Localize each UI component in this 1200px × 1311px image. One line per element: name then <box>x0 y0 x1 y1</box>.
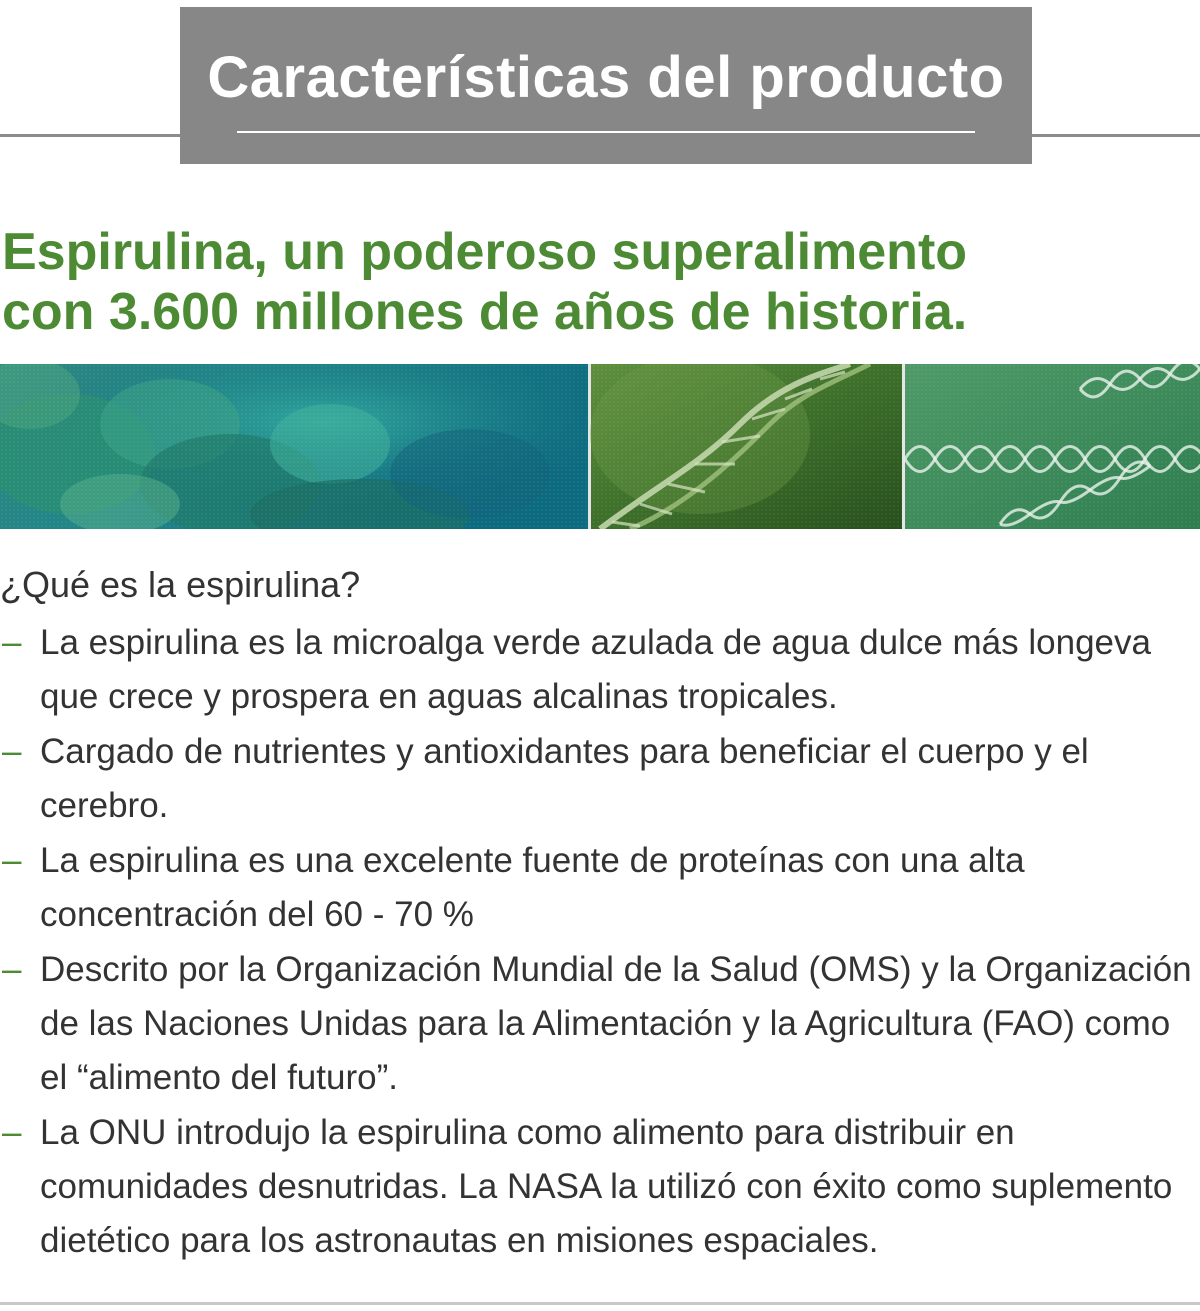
section-heading: ¿Qué es la espirulina? <box>0 564 361 605</box>
bullet-dash: – <box>2 950 22 989</box>
title-banner <box>180 7 1032 164</box>
page-title: Características del producto <box>207 45 1005 110</box>
list-item <box>0 616 1200 724</box>
headline <box>2 222 1192 342</box>
headline-line-1: Espirulina, un poderoso superalimento <box>2 223 968 281</box>
list-item-text: La espirulina es una excelente fuente de proteínas con una alta concentración del 60 - 70 % <box>40 841 1025 934</box>
dna-strands-image <box>905 364 1200 529</box>
bullet-dash: – <box>2 1113 22 1152</box>
list-item-text: La ONU introdujo la espirulina como alimento para distribuir en comunidades desnutridas. La NASA la utilizó con éxito como suplemento dietético para los astronautas en misiones espaciales. <box>40 1113 1173 1260</box>
bullet-dash: – <box>2 623 22 662</box>
feature-list <box>0 616 1200 1269</box>
headline-line-2: con 3.600 millones de años de historia. <box>2 283 968 341</box>
list-item <box>0 943 1200 1105</box>
list-item <box>0 1106 1200 1268</box>
dna-helix-image <box>590 364 902 529</box>
footer-divider-line <box>0 1302 1200 1305</box>
list-item <box>0 725 1200 833</box>
underwater-coral-image <box>0 364 588 529</box>
list-item-text: Descrito por la Organización Mundial de la Salud (OMS) y la Organización de las Naciones Unidas para la Alimentación y la Agricultura (FAO) como el “alimento del futuro”. <box>40 950 1192 1097</box>
banner-image-strip <box>0 364 1200 529</box>
title-underline <box>237 131 975 133</box>
bullet-dash: – <box>2 841 22 880</box>
list-item-text: Cargado de nutrientes y antioxidantes para beneficiar el cuerpo y el cerebro. <box>40 732 1089 825</box>
list-item-text: La espirulina es la microalga verde azulada de agua dulce más longeva que crece y prospera en aguas alcalinas tropicales. <box>40 623 1151 716</box>
list-item <box>0 834 1200 942</box>
bullet-dash: – <box>2 732 22 771</box>
